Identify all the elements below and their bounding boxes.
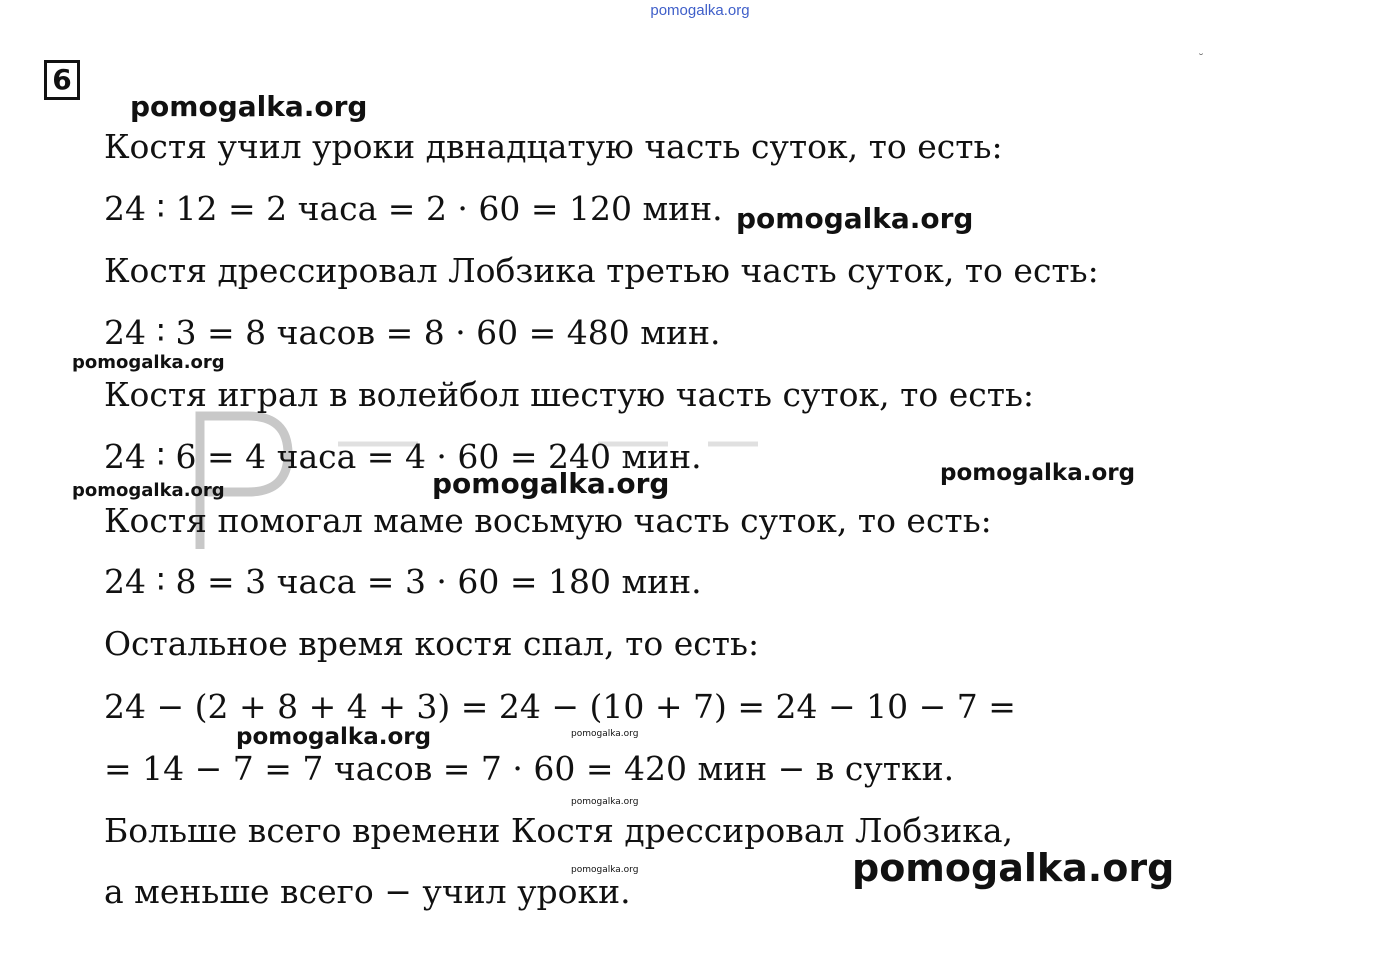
top-watermark: pomogalka.org — [650, 2, 750, 19]
solution-line-12: Больше всего времени Костя дрессировал Лобзика, — [104, 811, 1014, 850]
solution-line-6: 24 ∶ 6 = 4 часа = 4 · 60 = 240 мин. — [104, 437, 702, 476]
watermark: pomogalka.org — [940, 460, 1136, 486]
solution-line-5: Костя играл в волейбол шестую часть суток, то есть: — [104, 375, 1035, 414]
solution-line-10: 24 − (2 + 8 + 4 + 3) = 24 − (10 + 7) = 24 − 10 − 7 = — [104, 687, 1016, 726]
watermark: pomogalka.org — [571, 865, 639, 875]
watermark: pomogalka.org — [432, 467, 670, 500]
stray-mark: ˘ — [1198, 52, 1204, 66]
solution-line-1: Костя учил уроки двнадцатую часть суток, то есть: — [104, 127, 1003, 166]
watermark: pomogalka.org — [571, 729, 639, 739]
solution-line-8: 24 ∶ 8 = 3 часа = 3 · 60 = 180 мин. — [104, 562, 702, 601]
task-number-box: 6 — [44, 60, 80, 100]
watermark: pomogalka.org — [72, 352, 225, 373]
solution-line-9: Остальное время костя спал, то есть: — [104, 624, 760, 663]
solution-line-7: Костя помогал маме восьмую часть суток, то есть: — [104, 501, 992, 540]
watermark: pomogalka.org — [236, 724, 432, 750]
watermark: pomogalka.org — [571, 797, 639, 807]
solution-line-3: Костя дрессировал Лобзика третью часть суток, то есть: — [104, 251, 1099, 290]
solution-line-2: 24 ∶ 12 = 2 часа = 2 · 60 = 120 мин. — [104, 189, 723, 228]
solution-line-11: = 14 − 7 = 7 часов = 7 · 60 = 420 мин − в сутки. — [104, 749, 955, 788]
solution-line-4: 24 ∶ 3 = 8 часов = 8 · 60 = 480 мин. — [104, 313, 721, 352]
watermark: pomogalka.org — [130, 90, 368, 123]
watermark: pomogalka.org — [72, 480, 225, 501]
solution-line-13: а меньше всего − учил уроки. — [104, 872, 631, 911]
watermark: pomogalka.org — [736, 202, 974, 235]
watermark: pomogalka.org — [852, 846, 1175, 890]
